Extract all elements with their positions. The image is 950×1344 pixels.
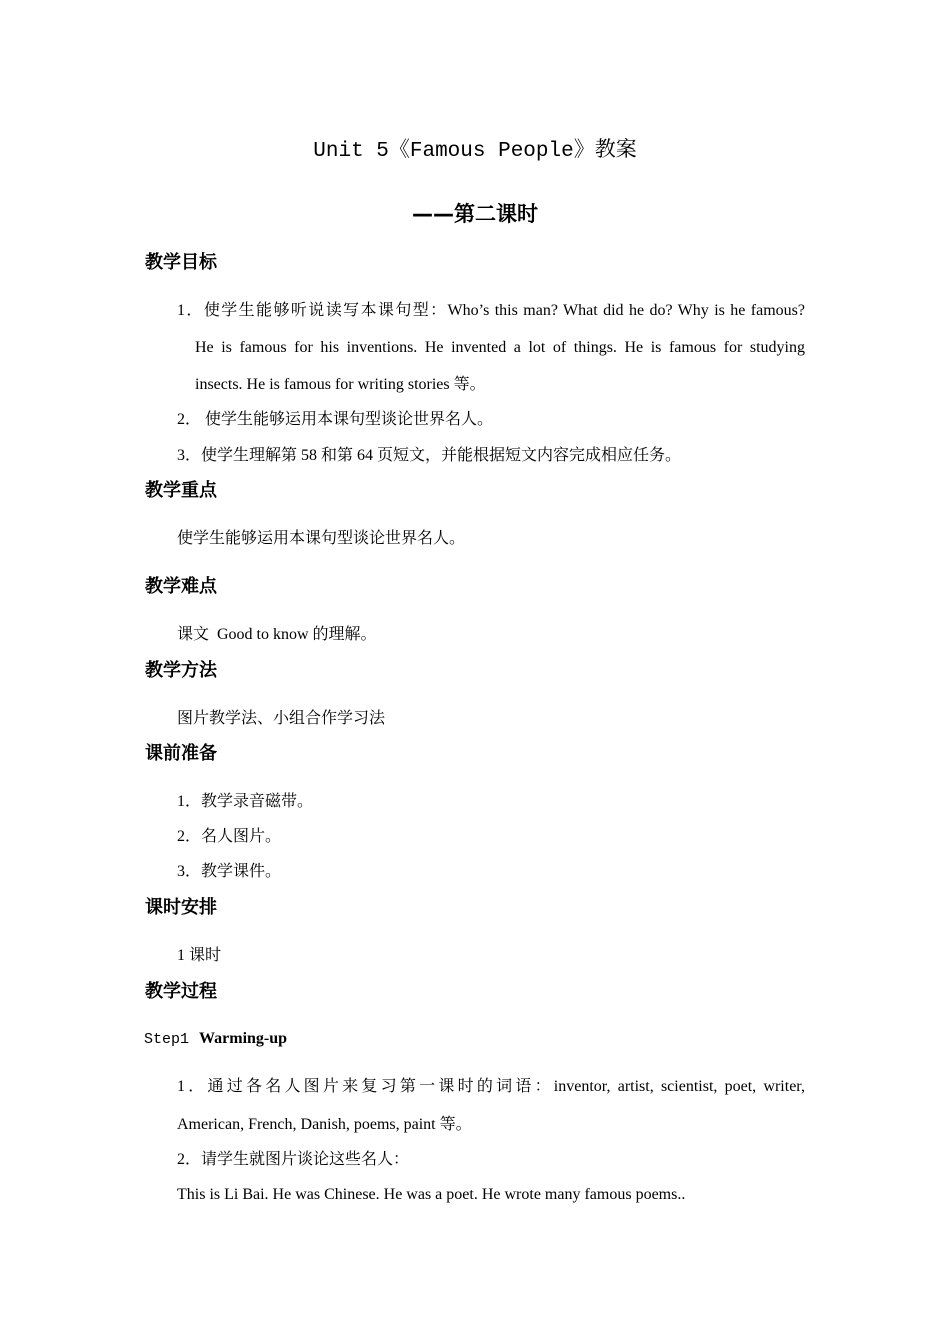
section-heading-goals: 教学目标 (145, 252, 217, 273)
process-item-1-line-1: 1．通过各名人图片来复习第一课时的词语：inventor, artist, scientist, poet, writer, (177, 1078, 805, 1095)
goal-item-2: 2． 使学生能够运用本课句型谈论世界名人。 (177, 411, 494, 428)
goal-item-1-line-1: 1．使学生能够听说读写本课句型：Who’s this man? What did he do? Why is he famous? (177, 302, 805, 319)
section-heading-methods: 教学方法 (145, 660, 217, 681)
process-item-2: 2．请学生就图片谈论这些名人： (177, 1151, 410, 1168)
key-points-text: 使学生能够运用本课句型谈论世界名人。 (177, 530, 466, 547)
section-heading-difficulties: 教学难点 (145, 576, 217, 597)
section-heading-key-points: 教学重点 (145, 480, 217, 501)
process-example: This is Li Bai. He was Chinese. He was a poet. He wrote many famous poems.. (177, 1186, 686, 1203)
section-heading-schedule: 课时安排 (145, 897, 217, 918)
document-subtitle: ——第二课时 (412, 202, 538, 226)
schedule-text: 1 课时 (177, 947, 222, 964)
step-heading (144, 1029, 287, 1050)
goal-item-1-line-3: insects. He is famous for writing stories 等。 (195, 376, 486, 393)
preparation-item-1: 1．教学录音磁带。 (177, 793, 314, 810)
difficulties-text: 课文 Good to know 的理解。 (177, 626, 377, 643)
section-heading-process: 教学过程 (145, 981, 217, 1002)
step-title: Warming-up (199, 1030, 288, 1047)
preparation-item-3: 3．教学课件。 (177, 863, 282, 880)
goal-item-3: 3．使学生理解第 58 和第 64 页短文，并能根据短文内容完成相应任务。 (177, 447, 682, 464)
preparation-item-2: 2．名人图片。 (177, 828, 282, 845)
methods-text: 图片教学法、小组合作学习法 (177, 710, 386, 727)
step-label: Step1 (144, 1031, 190, 1048)
process-item-1-line-2: American, French, Danish, poems, paint 等。 (177, 1116, 472, 1133)
document-title: Unit 5《Famous People》教案 (313, 140, 637, 163)
section-heading-preparation: 课前准备 (145, 743, 217, 764)
goal-item-1-line-2: He is famous for his inventions. He invented a lot of things. He is famous for studying (195, 339, 805, 356)
